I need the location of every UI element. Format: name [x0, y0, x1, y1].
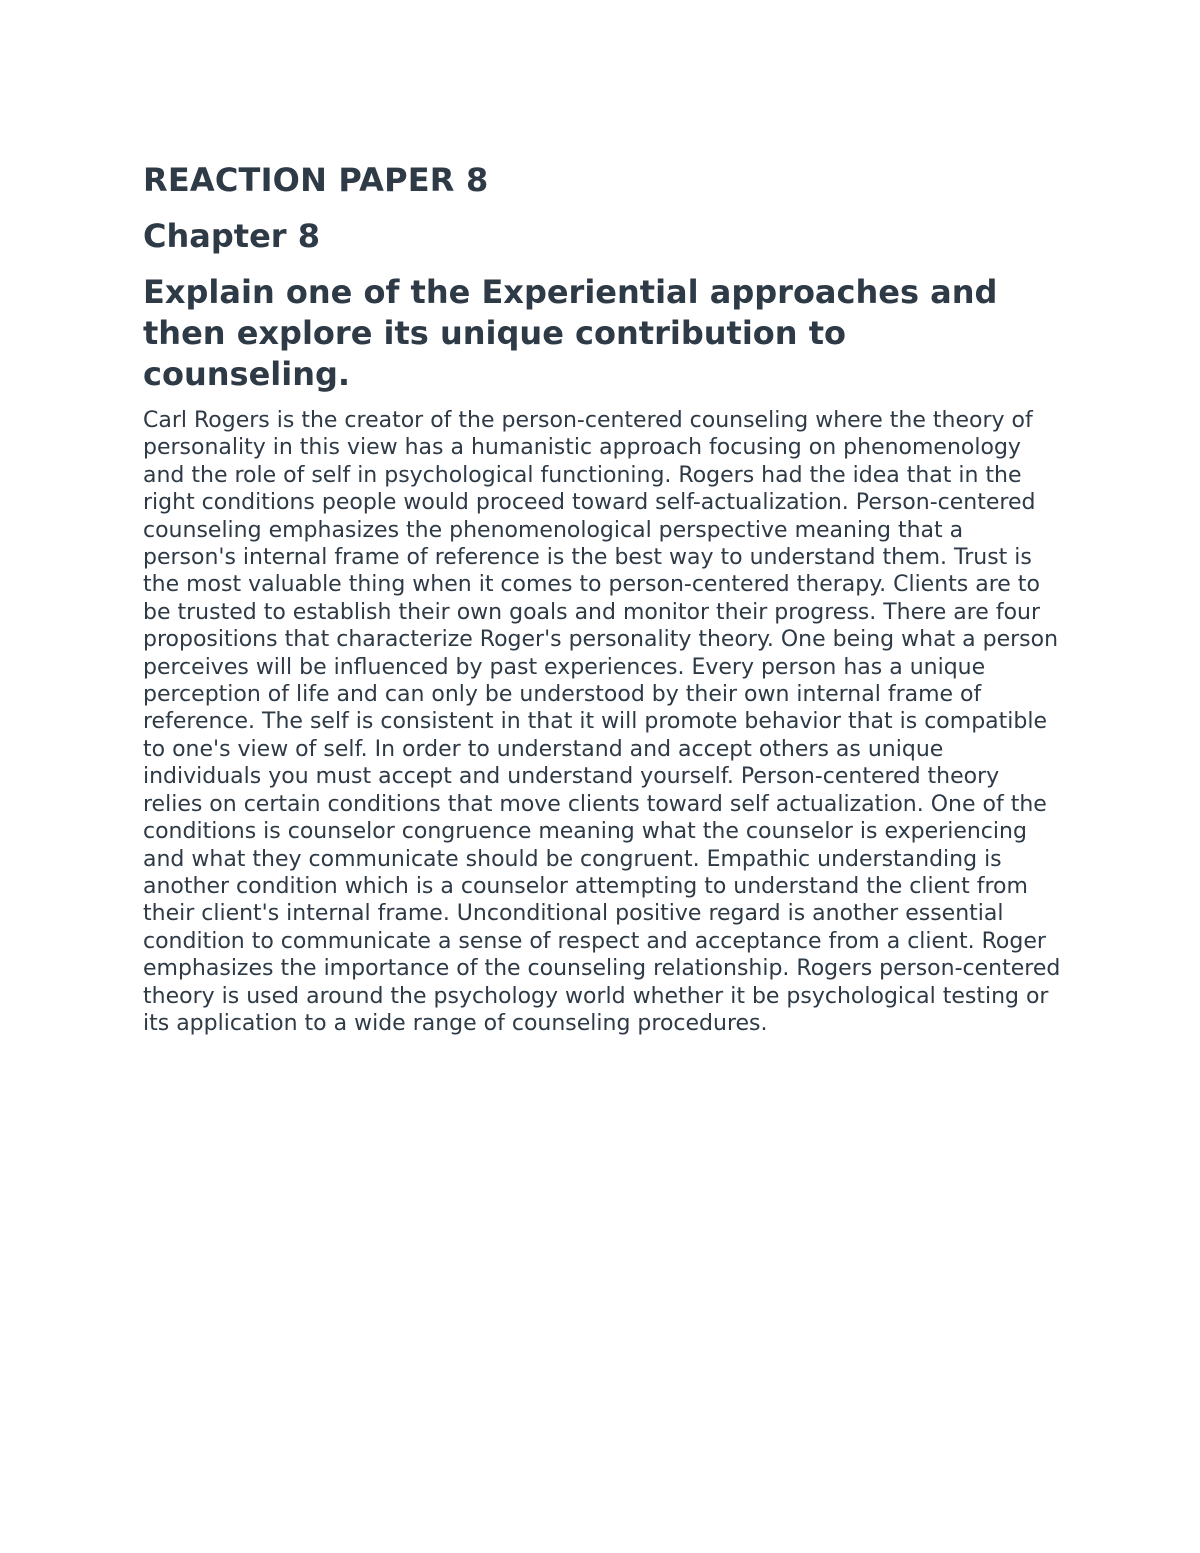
document-title: REACTION PAPER 8 — [143, 161, 489, 199]
body-paragraph: Carl Rogers is the creator of the person-centered counseling where the theory of personality in this view has a humanistic approach focusing on phenomenology and the role of self in psychological functioning. Rogers had the idea that in the right conditions people would proceed toward self-actualization. Person-centered counseling emphasizes the phenomenological perspective meaning that a person's internal frame of reference is the best way to understand them. Trust is the most valuable thing when it comes to person-centered therapy. Clients are to be trusted to establish their own goals and monitor their progress. There are four propositions that characterize Roger's personality theory. One being what a person perceives will be influenced by past experiences. Every person has a unique perception of life and can only be understood by their own internal frame of reference. The self is consistent in that it will promote behavior that is compatible to one's view of self. In order to understand and accept others as unique individuals you must accept and understand yourself. Person-centered theory relies on certain conditions that move clients toward self actualization. One of the conditions is counselor congruence meaning what the counselor is experiencing and what they communicate should be congruent. Empathic understanding is another condition which is a counselor attempting to understand the client from their client's internal frame. Unconditional positive regard is another essential condition to communicate a sense of respect and acceptance from a client. Roger emphasizes the importance of the counseling relationship. Rogers person-centered theory is used around the psychology world whether it be psychological testing or its application to a wide range of counseling procedures. — [143, 408, 1061, 1036]
document-content — [143, 158, 1063, 1037]
question-heading: Explain one of the Experiential approaches and then explore its unique contribution to counseling. — [143, 273, 998, 393]
chapter-heading: Chapter 8 — [143, 217, 320, 255]
